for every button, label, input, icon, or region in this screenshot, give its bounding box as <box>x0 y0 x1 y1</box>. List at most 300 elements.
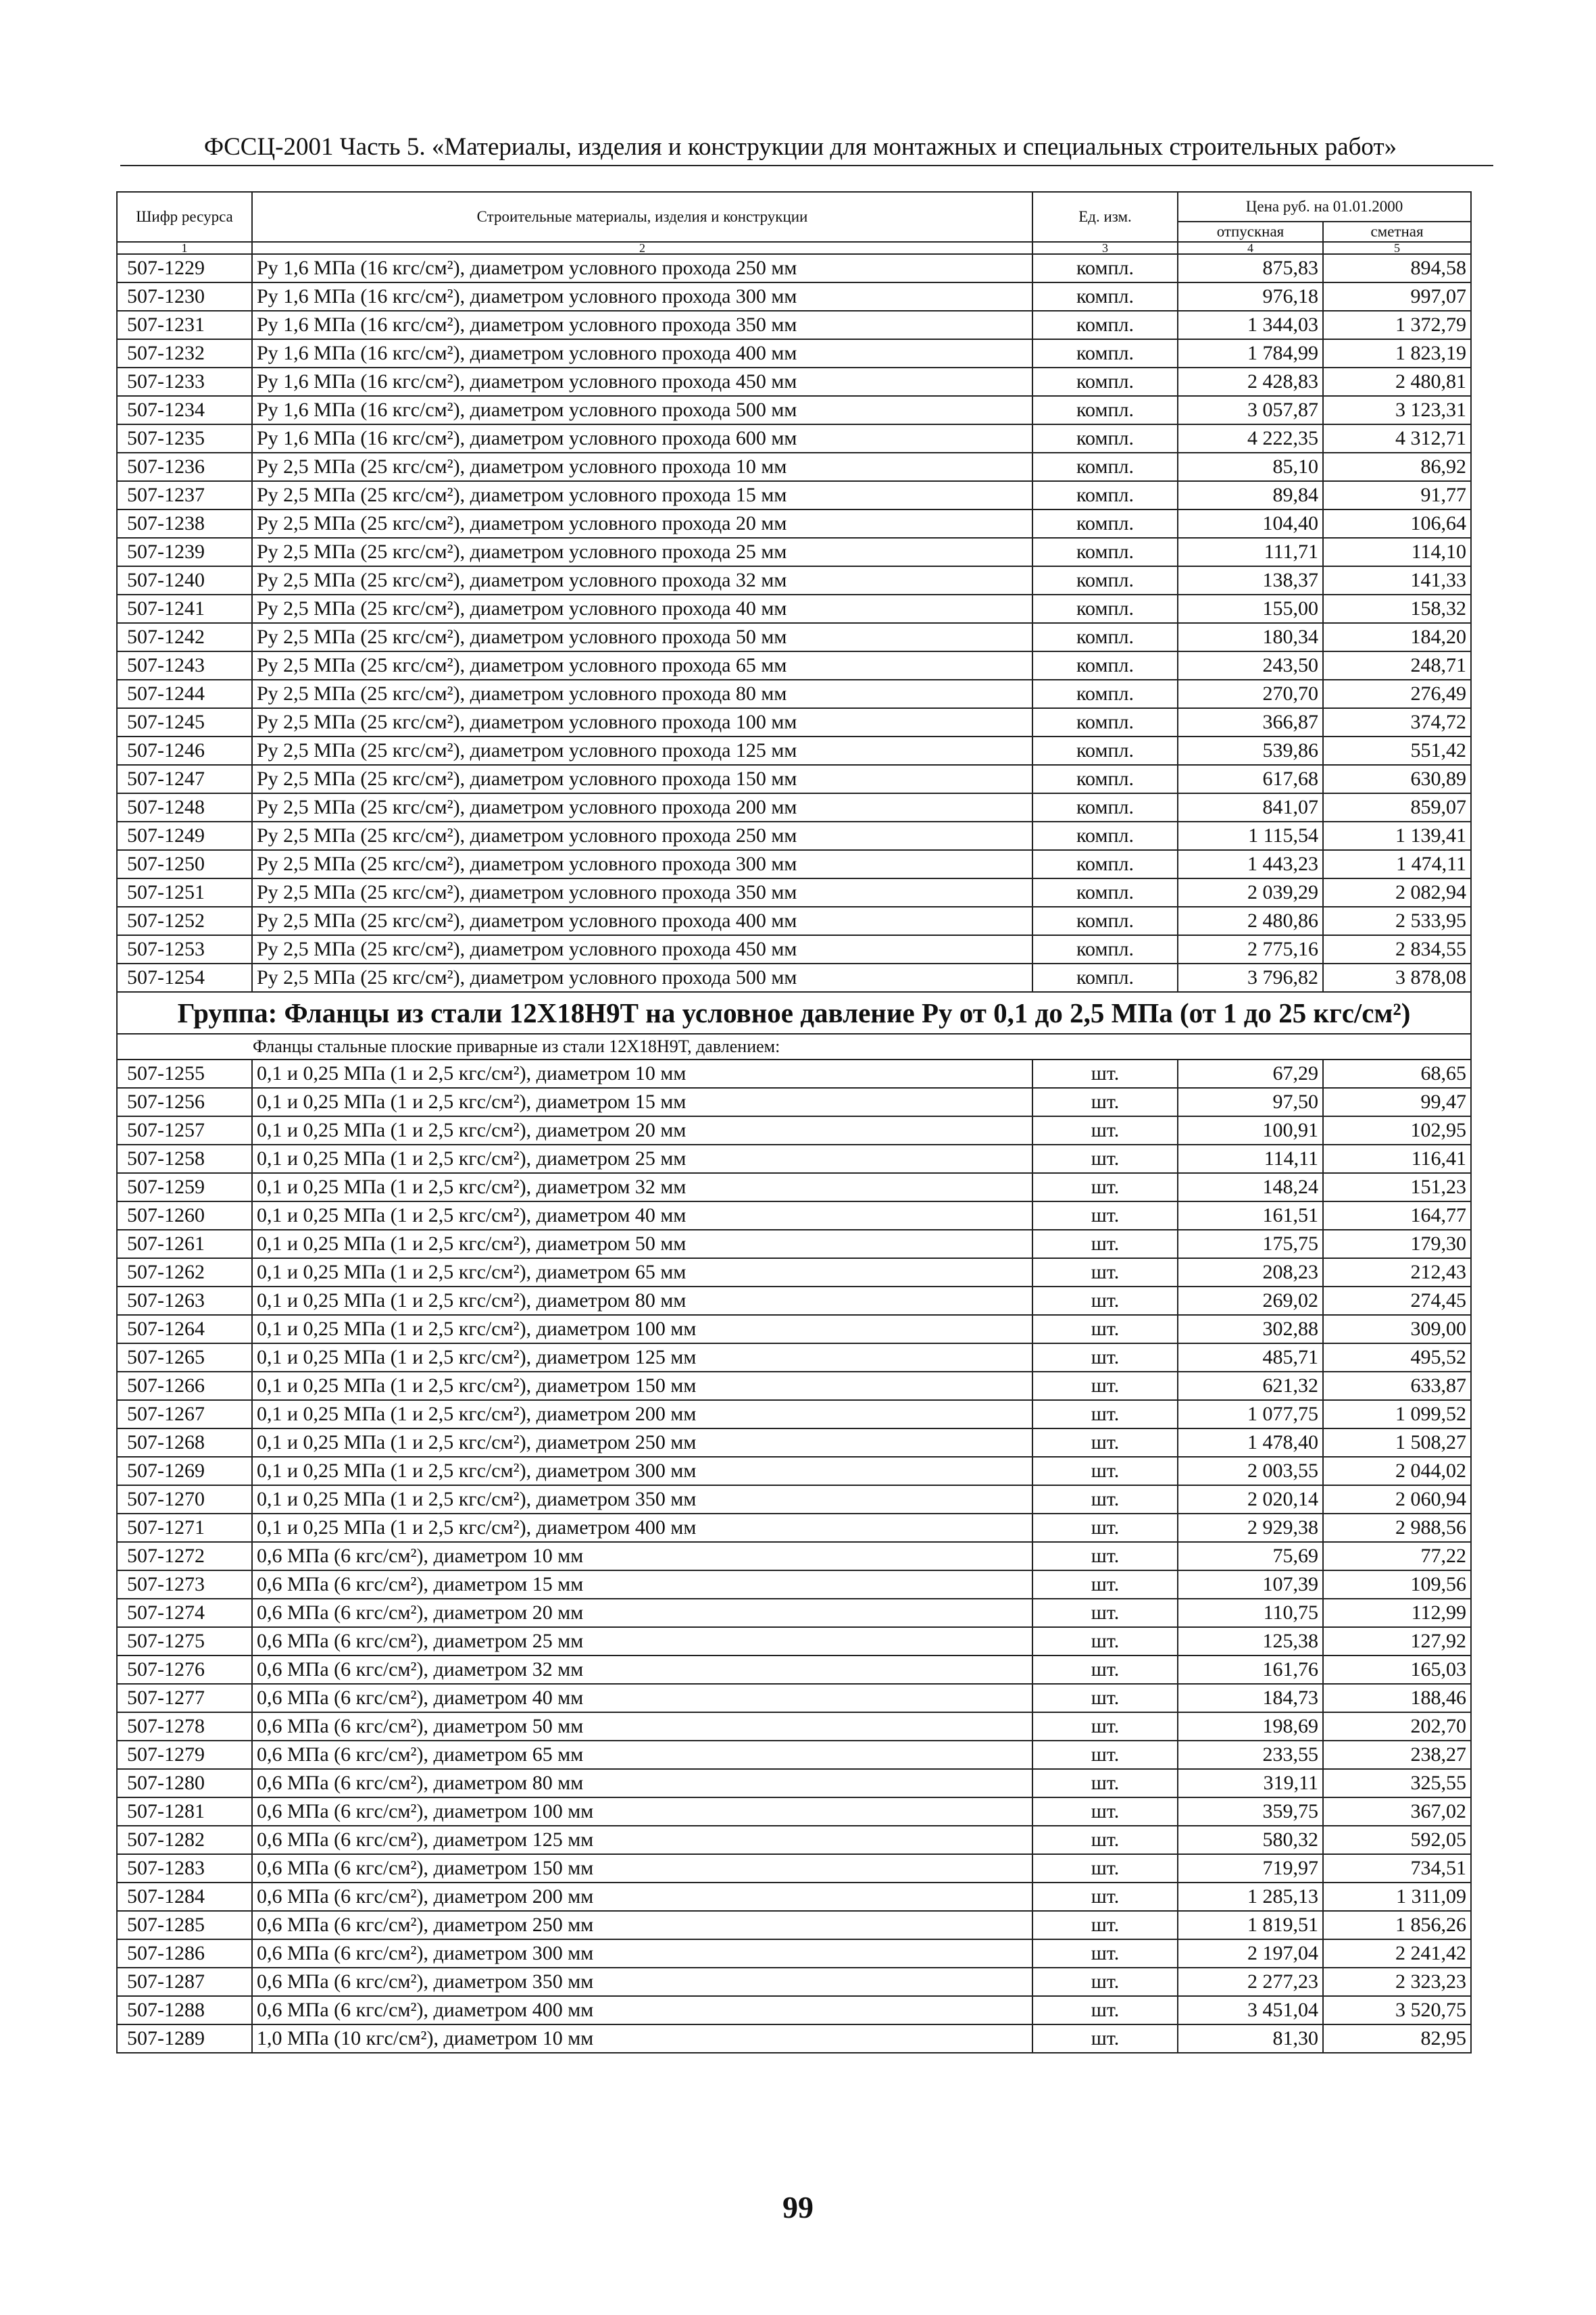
estimate-price: 309,00 <box>1323 1315 1471 1343</box>
unit: шт. <box>1032 1287 1178 1315</box>
estimate-price: 1 823,19 <box>1323 339 1471 368</box>
release-price: 3 057,87 <box>1178 396 1323 424</box>
table-row <box>117 1741 1471 1769</box>
estimate-price: 99,47 <box>1323 1088 1471 1116</box>
unit: шт. <box>1032 1656 1178 1684</box>
resource-code: 507-1267 <box>117 1400 252 1428</box>
material-name: 0,6 МПа (6 кгс/см²), диаметром 32 мм <box>252 1656 1032 1684</box>
table-row <box>117 1201 1471 1230</box>
unit: компл. <box>1032 822 1178 850</box>
release-price: 719,97 <box>1178 1854 1323 1883</box>
material-name: 0,1 и 0,25 МПа (1 и 2,5 кгс/см²), диаметром 40 мм <box>252 1201 1032 1230</box>
unit: компл. <box>1032 964 1178 992</box>
col-header-release-price: отпускная <box>1178 222 1323 242</box>
release-price: 104,40 <box>1178 509 1323 538</box>
column-number: 3 <box>1032 242 1178 254</box>
release-price: 110,75 <box>1178 1599 1323 1627</box>
price-table <box>116 191 1472 2053</box>
table-row <box>117 1883 1471 1911</box>
material-name: Ру 2,5 МПа (25 кгс/см²), диаметром условного прохода 100 мм <box>252 708 1032 737</box>
table-row <box>117 907 1471 935</box>
unit: шт. <box>1032 1428 1178 1457</box>
material-name: Ру 1,6 МПа (16 кгс/см²), диаметром условного прохода 350 мм <box>252 311 1032 339</box>
resource-code: 507-1284 <box>117 1883 252 1911</box>
page-header: ФССЦ-2001 Часть 5. «Материалы, изделия и конструкции для монтажных и специальных строительных работ» <box>203 133 1397 161</box>
estimate-price: 202,70 <box>1323 1712 1471 1741</box>
material-name: 0,6 МПа (6 кгс/см²), диаметром 15 мм <box>252 1570 1032 1599</box>
estimate-price: 367,02 <box>1323 1797 1471 1826</box>
estimate-price: 1 311,09 <box>1323 1883 1471 1911</box>
release-price: 3 451,04 <box>1178 1996 1323 2024</box>
estimate-price: 1 474,11 <box>1323 850 1471 878</box>
release-price: 2 003,55 <box>1178 1457 1323 1485</box>
material-name: Ру 2,5 МПа (25 кгс/см²), диаметром условного прохода 15 мм <box>252 481 1032 509</box>
estimate-price: 106,64 <box>1323 509 1471 538</box>
estimate-price: 158,32 <box>1323 595 1471 623</box>
estimate-price: 184,20 <box>1323 623 1471 651</box>
column-number: 2 <box>252 242 1032 254</box>
unit: шт. <box>1032 1542 1178 1570</box>
release-price: 1 285,13 <box>1178 1883 1323 1911</box>
unit: компл. <box>1032 453 1178 481</box>
release-price: 243,50 <box>1178 651 1323 680</box>
table-row <box>117 509 1471 538</box>
estimate-price: 112,99 <box>1323 1599 1471 1627</box>
material-name: Ру 2,5 МПа (25 кгс/см²), диаметром условного прохода 500 мм <box>252 964 1032 992</box>
unit: компл. <box>1032 793 1178 822</box>
table-row <box>117 1343 1471 1372</box>
material-name: Ру 1,6 МПа (16 кгс/см²), диаметром условного прохода 500 мм <box>252 396 1032 424</box>
material-name: Ру 2,5 МПа (25 кгс/см²), диаметром условного прохода 300 мм <box>252 850 1032 878</box>
release-price: 1 784,99 <box>1178 339 1323 368</box>
release-price: 2 197,04 <box>1178 1939 1323 1968</box>
estimate-price: 2 241,42 <box>1323 1939 1471 1968</box>
estimate-price: 4 312,71 <box>1323 424 1471 453</box>
table-row <box>117 878 1471 907</box>
release-price: 2 020,14 <box>1178 1485 1323 1514</box>
release-price: 89,84 <box>1178 481 1323 509</box>
material-name: 0,1 и 0,25 МПа (1 и 2,5 кгс/см²), диаметром 100 мм <box>252 1315 1032 1343</box>
resource-code: 507-1271 <box>117 1514 252 1542</box>
material-name: Ру 2,5 МПа (25 кгс/см²), диаметром условного прохода 50 мм <box>252 623 1032 651</box>
release-price: 1 077,75 <box>1178 1400 1323 1428</box>
material-name: 0,1 и 0,25 МПа (1 и 2,5 кгс/см²), диаметром 150 мм <box>252 1372 1032 1400</box>
release-price: 1 443,23 <box>1178 850 1323 878</box>
material-name: Ру 2,5 МПа (25 кгс/см²), диаметром условного прохода 250 мм <box>252 822 1032 850</box>
material-name: Ру 2,5 МПа (25 кгс/см²), диаметром условного прохода 450 мм <box>252 935 1032 964</box>
unit: шт. <box>1032 1741 1178 1769</box>
release-price: 1 819,51 <box>1178 1911 1323 1939</box>
resource-code: 507-1266 <box>117 1372 252 1400</box>
unit: шт. <box>1032 1315 1178 1343</box>
material-name: 0,1 и 0,25 МПа (1 и 2,5 кгс/см²), диаметром 50 мм <box>252 1230 1032 1258</box>
release-price: 100,91 <box>1178 1116 1323 1145</box>
column-number: 4 <box>1178 242 1323 254</box>
table-row <box>117 1712 1471 1741</box>
material-name: 0,6 МПа (6 кгс/см²), диаметром 65 мм <box>252 1741 1032 1769</box>
estimate-price: 165,03 <box>1323 1656 1471 1684</box>
material-name: 0,6 МПа (6 кгс/см²), диаметром 350 мм <box>252 1968 1032 1996</box>
resource-code: 507-1287 <box>117 1968 252 1996</box>
estimate-price: 325,55 <box>1323 1769 1471 1797</box>
material-name: 0,6 МПа (6 кгс/см²), диаметром 250 мм <box>252 1911 1032 1939</box>
unit: шт. <box>1032 1258 1178 1287</box>
table-row <box>117 396 1471 424</box>
material-name: 0,6 МПа (6 кгс/см²), диаметром 10 мм <box>252 1542 1032 1570</box>
resource-code: 507-1245 <box>117 708 252 737</box>
estimate-price: 82,95 <box>1323 2024 1471 2053</box>
estimate-price: 151,23 <box>1323 1173 1471 1201</box>
estimate-price: 2 480,81 <box>1323 368 1471 396</box>
release-price: 270,70 <box>1178 680 1323 708</box>
release-price: 2 480,86 <box>1178 907 1323 935</box>
page-number: 99 <box>782 2190 814 2224</box>
estimate-price: 127,92 <box>1323 1627 1471 1656</box>
release-price: 161,76 <box>1178 1656 1323 1684</box>
unit: компл. <box>1032 396 1178 424</box>
table-row <box>117 850 1471 878</box>
material-name: 0,6 МПа (6 кгс/см²), диаметром 150 мм <box>252 1854 1032 1883</box>
material-name: 0,1 и 0,25 МПа (1 и 2,5 кгс/см²), диаметром 15 мм <box>252 1088 1032 1116</box>
subgroup-row <box>117 1034 1471 1060</box>
resource-code: 507-1247 <box>117 765 252 793</box>
unit: шт. <box>1032 1826 1178 1854</box>
release-price: 580,32 <box>1178 1826 1323 1854</box>
resource-code: 507-1231 <box>117 311 252 339</box>
table-row <box>117 1826 1471 1854</box>
material-name: 0,6 МПа (6 кгс/см²), диаметром 80 мм <box>252 1769 1032 1797</box>
table-row <box>117 368 1471 396</box>
release-price: 85,10 <box>1178 453 1323 481</box>
estimate-price: 141,33 <box>1323 566 1471 595</box>
unit: шт. <box>1032 1854 1178 1883</box>
release-price: 366,87 <box>1178 708 1323 737</box>
unit: компл. <box>1032 481 1178 509</box>
resource-code: 507-1253 <box>117 935 252 964</box>
material-name: 0,6 МПа (6 кгс/см²), диаметром 25 мм <box>252 1627 1032 1656</box>
unit: шт. <box>1032 1797 1178 1826</box>
material-name: 0,6 МПа (6 кгс/см²), диаметром 40 мм <box>252 1684 1032 1712</box>
resource-code: 507-1274 <box>117 1599 252 1627</box>
resource-code: 507-1269 <box>117 1457 252 1485</box>
unit: шт. <box>1032 1088 1178 1116</box>
unit: компл. <box>1032 737 1178 765</box>
unit: шт. <box>1032 1769 1178 1797</box>
material-name: Ру 1,6 МПа (16 кгс/см²), диаметром условного прохода 250 мм <box>252 254 1032 282</box>
unit: компл. <box>1032 339 1178 368</box>
release-price: 125,38 <box>1178 1627 1323 1656</box>
material-name: 0,6 МПа (6 кгс/см²), диаметром 125 мм <box>252 1826 1032 1854</box>
estimate-price: 630,89 <box>1323 765 1471 793</box>
table-row <box>117 1315 1471 1343</box>
material-name: 0,6 МПа (6 кгс/см²), диаметром 400 мм <box>252 1996 1032 2024</box>
table-row <box>117 1684 1471 1712</box>
material-name: 0,6 МПа (6 кгс/см²), диаметром 20 мм <box>252 1599 1032 1627</box>
table-row <box>117 708 1471 737</box>
unit: шт. <box>1032 1939 1178 1968</box>
resource-code: 507-1275 <box>117 1627 252 1656</box>
table-row <box>117 1060 1471 1088</box>
resource-code: 507-1246 <box>117 737 252 765</box>
table-row <box>117 680 1471 708</box>
table-row <box>117 1911 1471 1939</box>
table-row <box>117 1797 1471 1826</box>
resource-code: 507-1248 <box>117 793 252 822</box>
material-name: 1,0 МПа (10 кгс/см²), диаметром 10 мм <box>252 2024 1032 2053</box>
estimate-price: 1 099,52 <box>1323 1400 1471 1428</box>
resource-code: 507-1230 <box>117 282 252 311</box>
table-row <box>117 1656 1471 1684</box>
release-price: 1 115,54 <box>1178 822 1323 850</box>
release-price: 617,68 <box>1178 765 1323 793</box>
unit: шт. <box>1032 1343 1178 1372</box>
unit: шт. <box>1032 1570 1178 1599</box>
table-row <box>117 339 1471 368</box>
estimate-price: 2 060,94 <box>1323 1485 1471 1514</box>
table-row <box>117 311 1471 339</box>
material-name: 0,1 и 0,25 МПа (1 и 2,5 кгс/см²), диаметром 400 мм <box>252 1514 1032 1542</box>
unit: компл. <box>1032 878 1178 907</box>
unit: компл. <box>1032 935 1178 964</box>
resource-code: 507-1282 <box>117 1826 252 1854</box>
estimate-price: 188,46 <box>1323 1684 1471 1712</box>
unit: шт. <box>1032 2024 1178 2053</box>
material-name: Ру 1,6 МПа (16 кгс/см²), диаметром условного прохода 400 мм <box>252 339 1032 368</box>
resource-code: 507-1251 <box>117 878 252 907</box>
estimate-price: 109,56 <box>1323 1570 1471 1599</box>
table-row <box>117 1116 1471 1145</box>
header-rule <box>120 165 1493 166</box>
unit: шт. <box>1032 1712 1178 1741</box>
resource-code: 507-1273 <box>117 1570 252 1599</box>
table-row <box>117 1457 1471 1485</box>
unit: шт. <box>1032 1145 1178 1173</box>
release-price: 269,02 <box>1178 1287 1323 1315</box>
unit: компл. <box>1032 368 1178 396</box>
unit: шт. <box>1032 1201 1178 1230</box>
table-row <box>117 1599 1471 1627</box>
release-price: 180,34 <box>1178 623 1323 651</box>
table-row <box>117 1287 1471 1315</box>
release-price: 97,50 <box>1178 1088 1323 1116</box>
resource-code: 507-1241 <box>117 595 252 623</box>
estimate-price: 2 044,02 <box>1323 1457 1471 1485</box>
release-price: 841,07 <box>1178 793 1323 822</box>
release-price: 1 344,03 <box>1178 311 1323 339</box>
table-row <box>117 538 1471 566</box>
unit: компл. <box>1032 311 1178 339</box>
resource-code: 507-1240 <box>117 566 252 595</box>
resource-code: 507-1233 <box>117 368 252 396</box>
material-name: Ру 2,5 МПа (25 кгс/см²), диаметром условного прохода 10 мм <box>252 453 1032 481</box>
estimate-price: 2 834,55 <box>1323 935 1471 964</box>
material-name: Ру 2,5 МПа (25 кгс/см²), диаметром условного прохода 80 мм <box>252 680 1032 708</box>
resource-code: 507-1277 <box>117 1684 252 1712</box>
table-row <box>117 481 1471 509</box>
estimate-price: 68,65 <box>1323 1060 1471 1088</box>
resource-code: 507-1244 <box>117 680 252 708</box>
resource-code: 507-1285 <box>117 1911 252 1939</box>
resource-code: 507-1262 <box>117 1258 252 1287</box>
resource-code: 507-1256 <box>117 1088 252 1116</box>
unit: шт. <box>1032 1372 1178 1400</box>
material-name: 0,1 и 0,25 МПа (1 и 2,5 кгс/см²), диаметром 65 мм <box>252 1258 1032 1287</box>
resource-code: 507-1254 <box>117 964 252 992</box>
material-name: Ру 1,6 МПа (16 кгс/см²), диаметром условного прохода 300 мм <box>252 282 1032 311</box>
estimate-price: 3 123,31 <box>1323 396 1471 424</box>
resource-code: 507-1268 <box>117 1428 252 1457</box>
release-price: 208,23 <box>1178 1258 1323 1287</box>
resource-code: 507-1270 <box>117 1485 252 1514</box>
material-name: 0,1 и 0,25 МПа (1 и 2,5 кгс/см²), диаметром 80 мм <box>252 1287 1032 1315</box>
resource-code: 507-1255 <box>117 1060 252 1088</box>
release-price: 319,11 <box>1178 1769 1323 1797</box>
col-header-unit: Ед. изм. <box>1032 192 1178 242</box>
material-name: 0,1 и 0,25 МПа (1 и 2,5 кгс/см²), диаметром 10 мм <box>252 1060 1032 1088</box>
table-row <box>117 424 1471 453</box>
estimate-price: 633,87 <box>1323 1372 1471 1400</box>
resource-code: 507-1232 <box>117 339 252 368</box>
estimate-price: 248,71 <box>1323 651 1471 680</box>
material-name: 0,1 и 0,25 МПа (1 и 2,5 кгс/см²), диаметром 25 мм <box>252 1145 1032 1173</box>
estimate-price: 551,42 <box>1323 737 1471 765</box>
resource-code: 507-1263 <box>117 1287 252 1315</box>
resource-code: 507-1257 <box>117 1116 252 1145</box>
estimate-price: 1 508,27 <box>1323 1428 1471 1457</box>
table-row <box>117 793 1471 822</box>
release-price: 1 478,40 <box>1178 1428 1323 1457</box>
resource-code: 507-1272 <box>117 1542 252 1570</box>
table-row <box>117 282 1471 311</box>
table-row <box>117 595 1471 623</box>
col-header-name: Строительные материалы, изделия и конструкции <box>252 192 1032 242</box>
estimate-price: 495,52 <box>1323 1343 1471 1372</box>
column-number-row <box>117 242 1471 254</box>
table-row <box>117 1968 1471 1996</box>
estimate-price: 179,30 <box>1323 1230 1471 1258</box>
table-row <box>117 254 1471 282</box>
release-price: 138,37 <box>1178 566 1323 595</box>
material-name: 0,1 и 0,25 МПа (1 и 2,5 кгс/см²), диаметром 250 мм <box>252 1428 1032 1457</box>
material-name: 0,1 и 0,25 МПа (1 и 2,5 кгс/см²), диаметром 20 мм <box>252 1116 1032 1145</box>
estimate-price: 2 533,95 <box>1323 907 1471 935</box>
estimate-price: 894,58 <box>1323 254 1471 282</box>
col-header-code: Шифр ресурса <box>117 192 252 242</box>
material-name: Ру 2,5 МПа (25 кгс/см²), диаметром условного прохода 32 мм <box>252 566 1032 595</box>
material-name: Ру 2,5 МПа (25 кгс/см²), диаметром условного прохода 200 мм <box>252 793 1032 822</box>
table-row <box>117 1088 1471 1116</box>
material-name: Ру 2,5 МПа (25 кгс/см²), диаметром условного прохода 125 мм <box>252 737 1032 765</box>
table-row <box>117 822 1471 850</box>
material-name: Ру 2,5 МПа (25 кгс/см²), диаметром условного прохода 350 мм <box>252 878 1032 907</box>
material-name: 0,6 МПа (6 кгс/см²), диаметром 300 мм <box>252 1939 1032 1968</box>
release-price: 621,32 <box>1178 1372 1323 1400</box>
unit: шт. <box>1032 1514 1178 1542</box>
table-row <box>117 1514 1471 1542</box>
unit: компл. <box>1032 254 1178 282</box>
release-price: 81,30 <box>1178 2024 1323 2053</box>
unit: шт. <box>1032 1883 1178 1911</box>
resource-code: 507-1280 <box>117 1769 252 1797</box>
unit: шт. <box>1032 1400 1178 1428</box>
estimate-price: 374,72 <box>1323 708 1471 737</box>
release-price: 2 428,83 <box>1178 368 1323 396</box>
resource-code: 507-1264 <box>117 1315 252 1343</box>
estimate-price: 238,27 <box>1323 1741 1471 1769</box>
resource-code: 507-1281 <box>117 1797 252 1826</box>
table-row <box>117 737 1471 765</box>
resource-code: 507-1279 <box>117 1741 252 1769</box>
table-row <box>117 1854 1471 1883</box>
unit: шт. <box>1032 1457 1178 1485</box>
unit: компл. <box>1032 850 1178 878</box>
estimate-price: 91,77 <box>1323 481 1471 509</box>
release-price: 155,00 <box>1178 595 1323 623</box>
table-row <box>117 1485 1471 1514</box>
column-number: 1 <box>117 242 252 254</box>
unit: компл. <box>1032 424 1178 453</box>
estimate-price: 3 878,08 <box>1323 964 1471 992</box>
unit: шт. <box>1032 1173 1178 1201</box>
table-row <box>117 566 1471 595</box>
table-row <box>117 1769 1471 1797</box>
material-name: Ру 1,6 МПа (16 кгс/см²), диаметром условного прохода 450 мм <box>252 368 1032 396</box>
release-price: 161,51 <box>1178 1201 1323 1230</box>
material-name: 0,6 МПа (6 кгс/см²), диаметром 200 мм <box>252 1883 1032 1911</box>
release-price: 2 929,38 <box>1178 1514 1323 1542</box>
release-price: 2 039,29 <box>1178 878 1323 907</box>
resource-code: 507-1249 <box>117 822 252 850</box>
col-header-price: Цена руб. на 01.01.2000 <box>1178 192 1471 222</box>
unit: шт. <box>1032 1684 1178 1712</box>
material-name: Ру 2,5 МПа (25 кгс/см²), диаметром условного прохода 25 мм <box>252 538 1032 566</box>
estimate-price: 2 082,94 <box>1323 878 1471 907</box>
table-row <box>117 1939 1471 1968</box>
unit: шт. <box>1032 1911 1178 1939</box>
release-price: 302,88 <box>1178 1315 1323 1343</box>
unit: компл. <box>1032 538 1178 566</box>
resource-code: 507-1283 <box>117 1854 252 1883</box>
resource-code: 507-1288 <box>117 1996 252 2024</box>
resource-code: 507-1286 <box>117 1939 252 1968</box>
resource-code: 507-1265 <box>117 1343 252 1372</box>
column-number: 5 <box>1323 242 1471 254</box>
material-name: 0,6 МПа (6 кгс/см²), диаметром 100 мм <box>252 1797 1032 1826</box>
estimate-price: 116,41 <box>1323 1145 1471 1173</box>
resource-code: 507-1260 <box>117 1201 252 1230</box>
estimate-price: 164,77 <box>1323 1201 1471 1230</box>
release-price: 2 277,23 <box>1178 1968 1323 1996</box>
estimate-price: 1 139,41 <box>1323 822 1471 850</box>
release-price: 2 775,16 <box>1178 935 1323 964</box>
table-row <box>117 1400 1471 1428</box>
unit: шт. <box>1032 1599 1178 1627</box>
estimate-price: 276,49 <box>1323 680 1471 708</box>
unit: компл. <box>1032 907 1178 935</box>
table-row <box>117 1627 1471 1656</box>
release-price: 114,11 <box>1178 1145 1323 1173</box>
table-row <box>117 1372 1471 1400</box>
material-name: Ру 2,5 МПа (25 кгс/см²), диаметром условного прохода 40 мм <box>252 595 1032 623</box>
resource-code: 507-1250 <box>117 850 252 878</box>
unit: шт. <box>1032 1627 1178 1656</box>
material-name: 0,1 и 0,25 МПа (1 и 2,5 кгс/см²), диаметром 300 мм <box>252 1457 1032 1485</box>
material-name: Ру 2,5 МПа (25 кгс/см²), диаметром условного прохода 20 мм <box>252 509 1032 538</box>
estimate-price: 77,22 <box>1323 1542 1471 1570</box>
release-price: 3 796,82 <box>1178 964 1323 992</box>
release-price: 67,29 <box>1178 1060 1323 1088</box>
resource-code: 507-1252 <box>117 907 252 935</box>
